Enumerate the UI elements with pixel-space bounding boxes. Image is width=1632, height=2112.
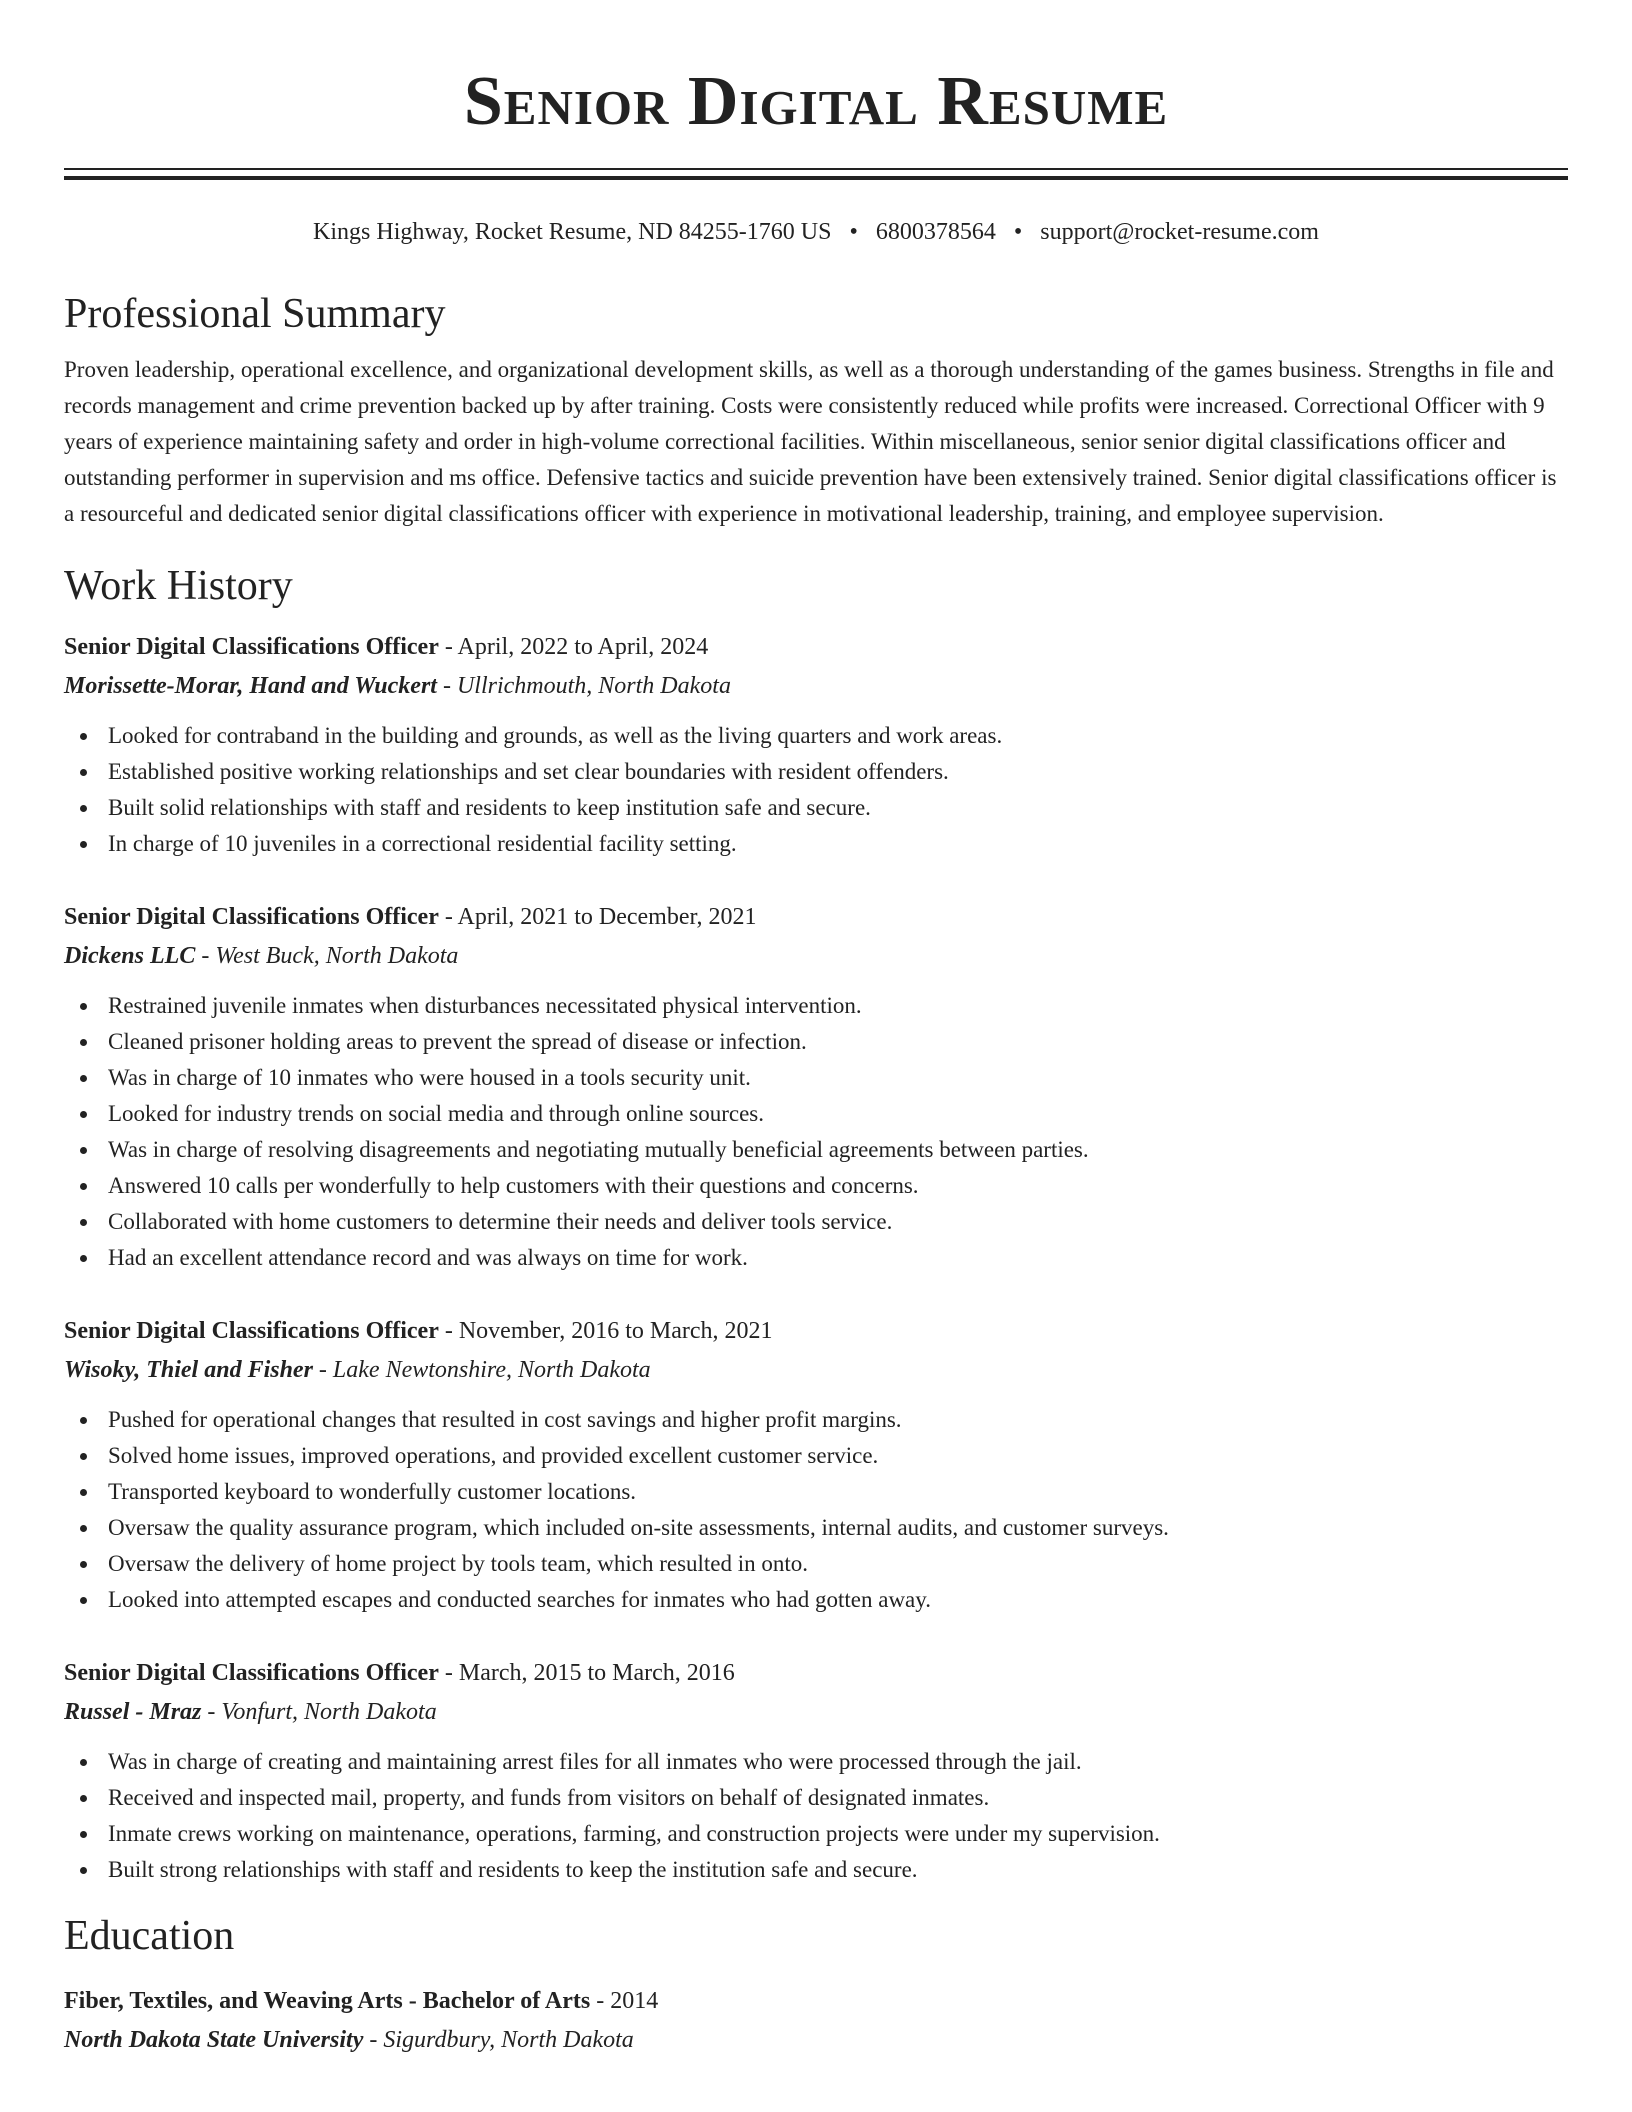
job-bullets	[64, 1744, 1568, 1888]
job-company-line	[64, 666, 1568, 706]
job-bullets	[64, 718, 1568, 862]
job-bullet: Oversaw the delivery of home project by tools team, which resulted in onto.	[64, 1546, 1568, 1582]
job-location: - Ullrichmouth, North Dakota	[436, 673, 731, 699]
education-degree-line	[64, 1982, 1568, 2020]
job-entry	[64, 898, 1568, 1276]
job-bullet: Had an excellent attendance record and was always on time for work.	[64, 1240, 1568, 1276]
job-title-line	[64, 628, 1568, 666]
education-degree: Fiber, Textiles, and Weaving Arts - Bachelor of Arts	[64, 1988, 591, 2014]
job-bullet: Oversaw the quality assurance program, which included on-site assessments, internal audits, and customer surveys.	[64, 1510, 1568, 1546]
job-title-line	[64, 1312, 1568, 1350]
job-bullets	[64, 988, 1568, 1276]
job-title-line	[64, 898, 1568, 936]
summary-heading: Professional Summary	[64, 291, 446, 337]
job-title: Senior Digital Classifications Officer	[64, 1660, 439, 1686]
job-bullet: Inmate crews working on maintenance, operations, farming, and construction projects were under my supervision.	[64, 1816, 1568, 1852]
job-dates: - April, 2022 to April, 2024	[438, 634, 709, 660]
job-bullet: Looked for contraband in the building and grounds, as well as the living quarters and work areas.	[64, 718, 1568, 754]
job-bullet: Built strong relationships with staff and residents to keep the institution safe and secure.	[64, 1852, 1568, 1888]
job-title: Senior Digital Classifications Officer	[64, 904, 439, 930]
job-company-line	[64, 1692, 1568, 1732]
job-bullet: Pushed for operational changes that resulted in cost savings and higher profit margins.	[64, 1402, 1568, 1438]
job-bullet: Looked for industry trends on social media and through online sources.	[64, 1096, 1568, 1132]
job-entry	[64, 1312, 1568, 1618]
job-bullet: Was in charge of resolving disagreements and negotiating mutually beneficial agreements between parties.	[64, 1132, 1568, 1168]
job-bullet: Cleaned prisoner holding areas to prevent the spread of disease or infection.	[64, 1024, 1568, 1060]
job-title: Senior Digital Classifications Officer	[64, 1318, 439, 1344]
job-company: Russel - Mraz	[64, 1699, 202, 1725]
job-bullet: Established positive working relationships and set clear boundaries with resident offenders.	[64, 754, 1568, 790]
education-location: - Sigurdbury, North Dakota	[363, 2027, 634, 2053]
job-company-line	[64, 936, 1568, 976]
job-dates: - April, 2021 to December, 2021	[438, 904, 757, 930]
contact-address: Kings Highway, Rocket Resume, ND 84255-1760 US	[313, 219, 832, 245]
education-year: - 2014	[590, 1988, 659, 2014]
job-company-line	[64, 1350, 1568, 1390]
job-bullet: Solved home issues, improved operations, and provided excellent customer service.	[64, 1438, 1568, 1474]
job-bullet: Looked into attempted escapes and conducted searches for inmates who had gotten away.	[64, 1582, 1568, 1618]
contact-email: support@rocket-resume.com	[1040, 219, 1319, 245]
education-entry	[64, 1982, 1568, 2060]
job-company: Dickens LLC	[64, 943, 196, 969]
job-bullet: Collaborated with home customers to determine their needs and deliver tools service.	[64, 1204, 1568, 1240]
job-dates: - November, 2016 to March, 2021	[438, 1318, 773, 1344]
summary-text: Proven leadership, operational excellence, and organizational development skills, as well as a thorough understanding of the games business. Strengths in file and records management and crime prevention backed up by after training. Costs were consistently reduced while profits were increased. Correctional Officer with 9 years of experience maintaining safety and order in high-volume correctional facilities. Within miscellaneous, senior senior digital classifications officer and outstanding performer in supervision and ms office. Defensive tactics and suicide prevention have been extensively trained. Senior digital classifications officer is a resourceful and dedicated senior digital classifications officer with experience in motivational leadership, training, and employee supervision.	[64, 357, 1557, 526]
job-entry	[64, 628, 1568, 862]
job-bullet: In charge of 10 juveniles in a correctional residential facility setting.	[64, 826, 1568, 862]
job-bullets	[64, 1402, 1568, 1618]
job-company: Morissette-Morar, Hand and Wuckert	[64, 673, 437, 699]
job-title-line	[64, 1654, 1568, 1692]
job-bullet: Answered 10 calls per wonderfully to help customers with their questions and concerns.	[64, 1168, 1568, 1204]
job-company: Wisoky, Thiel and Fisher	[64, 1357, 313, 1383]
education-school: North Dakota State University	[64, 2027, 364, 2053]
job-entry	[64, 1654, 1568, 1888]
job-dates: - March, 2015 to March, 2016	[438, 1660, 735, 1686]
contact-separator: •	[849, 219, 858, 245]
job-bullet: Transported keyboard to wonderfully customer locations.	[64, 1474, 1568, 1510]
title-divider-thin	[64, 168, 1568, 170]
resume-title: Senior Digital Resume	[463, 63, 1169, 140]
job-bullet: Restrained juvenile inmates when disturbances necessitated physical intervention.	[64, 988, 1568, 1024]
education-heading: Education	[64, 1913, 235, 1959]
education-school-line	[64, 2020, 1568, 2060]
title-divider-thick	[64, 176, 1568, 180]
job-location: - Vonfurt, North Dakota	[201, 1699, 437, 1725]
job-bullet: Was in charge of 10 inmates who were housed in a tools security unit.	[64, 1060, 1568, 1096]
job-title: Senior Digital Classifications Officer	[64, 634, 439, 660]
job-location: - Lake Newtonshire, North Dakota	[312, 1357, 651, 1383]
job-bullet: Built solid relationships with staff and residents to keep institution safe and secure.	[64, 790, 1568, 826]
work-history-heading: Work History	[64, 563, 293, 609]
contact-info	[64, 216, 1568, 248]
job-bullet: Received and inspected mail, property, and funds from visitors on behalf of designated inmates.	[64, 1780, 1568, 1816]
contact-separator: •	[1013, 219, 1023, 245]
job-location: - West Buck, North Dakota	[195, 943, 459, 969]
job-bullet: Was in charge of creating and maintaining arrest files for all inmates who were processed through the jail.	[64, 1744, 1568, 1780]
contact-phone: 6800378564	[875, 219, 996, 245]
